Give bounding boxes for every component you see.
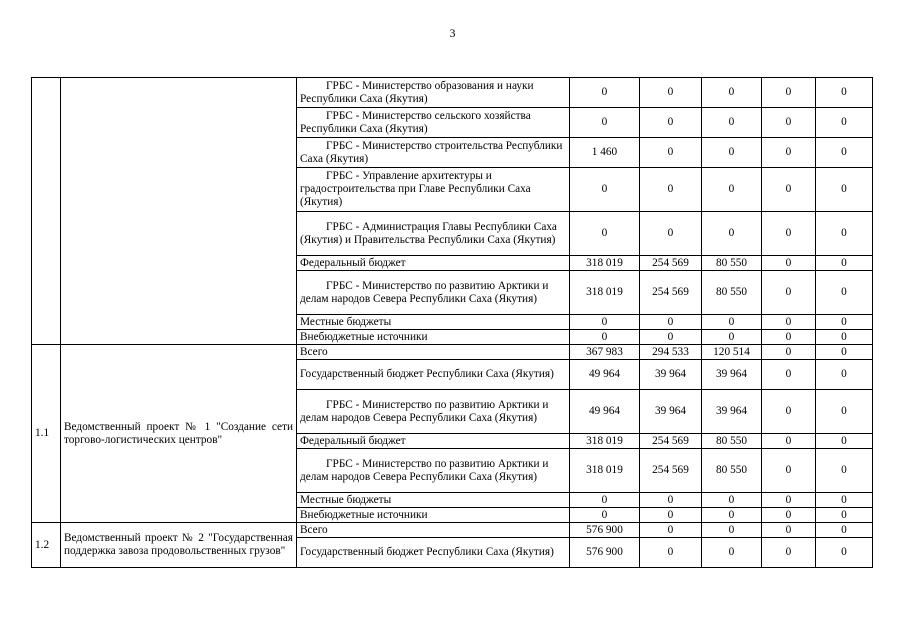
funding-source-cell: Федеральный бюджет: [297, 434, 570, 449]
amount-cell: 0: [702, 108, 762, 138]
amount-cell: 0: [570, 168, 640, 212]
amount-cell: 0: [640, 168, 702, 212]
amount-cell: 0: [570, 78, 640, 108]
amount-cell: 0: [762, 256, 816, 271]
funding-source-cell: ГРБС - Министерство образования и науки Республики Саха (Якутия): [297, 78, 570, 108]
funding-source-cell: Внебюджетные источники: [297, 330, 570, 345]
amount-cell: 0: [762, 212, 816, 256]
amount-cell: 49 964: [570, 360, 640, 390]
amount-cell: 80 550: [702, 271, 762, 315]
amount-cell: 0: [816, 360, 873, 390]
amount-cell: 318 019: [570, 256, 640, 271]
amount-cell: 0: [816, 345, 873, 360]
amount-cell: 0: [570, 493, 640, 508]
funding-source-cell: ГРБС - Министерство по развитию Арктики и делам народов Севера Республики Саха (Якутия): [297, 390, 570, 434]
budget-table-body: [32, 78, 873, 568]
amount-cell: 0: [570, 330, 640, 345]
amount-cell: 254 569: [640, 449, 702, 493]
amount-cell: 0: [702, 315, 762, 330]
amount-cell: 0: [762, 271, 816, 315]
amount-cell: 0: [702, 508, 762, 523]
amount-cell: 0: [702, 523, 762, 538]
project-name-cell: Ведомственный проект № 2 "Государственная поддержка завоза продовольственных грузов": [61, 523, 297, 568]
amount-cell: 318 019: [570, 449, 640, 493]
amount-cell: 0: [762, 390, 816, 434]
amount-cell: 0: [640, 78, 702, 108]
table-row: [32, 78, 873, 108]
amount-cell: 0: [570, 315, 640, 330]
amount-cell: 0: [762, 168, 816, 212]
amount-cell: 0: [816, 138, 873, 168]
amount-cell: 0: [816, 449, 873, 493]
amount-cell: 0: [816, 256, 873, 271]
amount-cell: 0: [702, 330, 762, 345]
amount-cell: 0: [816, 315, 873, 330]
funding-source-cell: Государственный бюджет Республики Саха (Якутия): [297, 538, 570, 568]
amount-cell: 0: [640, 138, 702, 168]
amount-cell: 254 569: [640, 271, 702, 315]
amount-cell: 0: [762, 345, 816, 360]
amount-cell: 0: [762, 523, 816, 538]
amount-cell: 0: [816, 538, 873, 568]
amount-cell: 0: [762, 493, 816, 508]
amount-cell: 576 900: [570, 523, 640, 538]
amount-cell: 39 964: [702, 390, 762, 434]
amount-cell: 0: [816, 508, 873, 523]
amount-cell: 0: [640, 493, 702, 508]
amount-cell: 0: [762, 508, 816, 523]
amount-cell: 0: [762, 108, 816, 138]
row-index-cell: 1.1: [32, 345, 61, 523]
amount-cell: 0: [702, 493, 762, 508]
amount-cell: 318 019: [570, 434, 640, 449]
amount-cell: 80 550: [702, 449, 762, 493]
amount-cell: 254 569: [640, 256, 702, 271]
funding-source-cell: ГРБС - Министерство сельского хозяйства Республики Саха (Якутия): [297, 108, 570, 138]
row-index-cell: [32, 78, 61, 345]
amount-cell: 0: [570, 212, 640, 256]
funding-source-cell: Местные бюджеты: [297, 493, 570, 508]
amount-cell: 0: [702, 168, 762, 212]
funding-source-cell: Внебюджетные источники: [297, 508, 570, 523]
funding-source-cell: ГРБС - Администрация Главы Республики Саха (Якутия) и Правительства Республики Саха (Якутия): [297, 212, 570, 256]
amount-cell: 254 569: [640, 434, 702, 449]
amount-cell: 576 900: [570, 538, 640, 568]
amount-cell: 0: [816, 168, 873, 212]
funding-source-cell: Всего: [297, 523, 570, 538]
amount-cell: 0: [816, 523, 873, 538]
amount-cell: 0: [816, 271, 873, 315]
funding-source-cell: Местные бюджеты: [297, 315, 570, 330]
amount-cell: 0: [762, 315, 816, 330]
amount-cell: 0: [570, 108, 640, 138]
amount-cell: 0: [816, 390, 873, 434]
project-name-cell: [61, 78, 297, 345]
funding-source-cell: ГРБС - Управление архитектуры и градостроительства при Главе Республики Саха (Якутия): [297, 168, 570, 212]
row-index-cell: 1.2: [32, 523, 61, 568]
amount-cell: 0: [702, 538, 762, 568]
amount-cell: 39 964: [640, 360, 702, 390]
funding-source-cell: Всего: [297, 345, 570, 360]
amount-cell: 0: [640, 315, 702, 330]
funding-source-cell: Государственный бюджет Республики Саха (Якутия): [297, 360, 570, 390]
funding-source-cell: ГРБС - Министерство по развитию Арктики и делам народов Севера Республики Саха (Якутия): [297, 271, 570, 315]
amount-cell: 80 550: [702, 434, 762, 449]
amount-cell: 1 460: [570, 138, 640, 168]
funding-source-cell: ГРБС - Министерство строительства Республики Саха (Якутия): [297, 138, 570, 168]
amount-cell: 367 983: [570, 345, 640, 360]
amount-cell: 0: [702, 212, 762, 256]
funding-source-cell: ГРБС - Министерство по развитию Арктики и делам народов Севера Республики Саха (Якутия): [297, 449, 570, 493]
amount-cell: 0: [762, 538, 816, 568]
amount-cell: 0: [816, 434, 873, 449]
amount-cell: 0: [640, 538, 702, 568]
amount-cell: 0: [762, 434, 816, 449]
amount-cell: 0: [640, 108, 702, 138]
amount-cell: 0: [640, 212, 702, 256]
amount-cell: 0: [816, 78, 873, 108]
budget-table: [31, 77, 873, 568]
amount-cell: 80 550: [702, 256, 762, 271]
amount-cell: 294 533: [640, 345, 702, 360]
amount-cell: 0: [640, 508, 702, 523]
amount-cell: 0: [816, 493, 873, 508]
funding-source-cell: Федеральный бюджет: [297, 256, 570, 271]
amount-cell: 0: [762, 330, 816, 345]
amount-cell: 0: [762, 449, 816, 493]
project-name-cell: Ведомственный проект № 1 "Создание сети торгово-логистических центров": [61, 345, 297, 523]
amount-cell: 0: [640, 523, 702, 538]
table-row: [32, 345, 873, 360]
amount-cell: 0: [570, 508, 640, 523]
amount-cell: 39 964: [640, 390, 702, 434]
amount-cell: 0: [762, 138, 816, 168]
amount-cell: 0: [702, 138, 762, 168]
page-number: 3: [449, 26, 456, 40]
amount-cell: 0: [762, 360, 816, 390]
amount-cell: 0: [702, 78, 762, 108]
amount-cell: 0: [816, 108, 873, 138]
amount-cell: 49 964: [570, 390, 640, 434]
amount-cell: 0: [816, 212, 873, 256]
amount-cell: 0: [762, 78, 816, 108]
amount-cell: 120 514: [702, 345, 762, 360]
table-row: [32, 523, 873, 538]
amount-cell: 39 964: [702, 360, 762, 390]
amount-cell: 318 019: [570, 271, 640, 315]
amount-cell: 0: [640, 330, 702, 345]
amount-cell: 0: [816, 330, 873, 345]
